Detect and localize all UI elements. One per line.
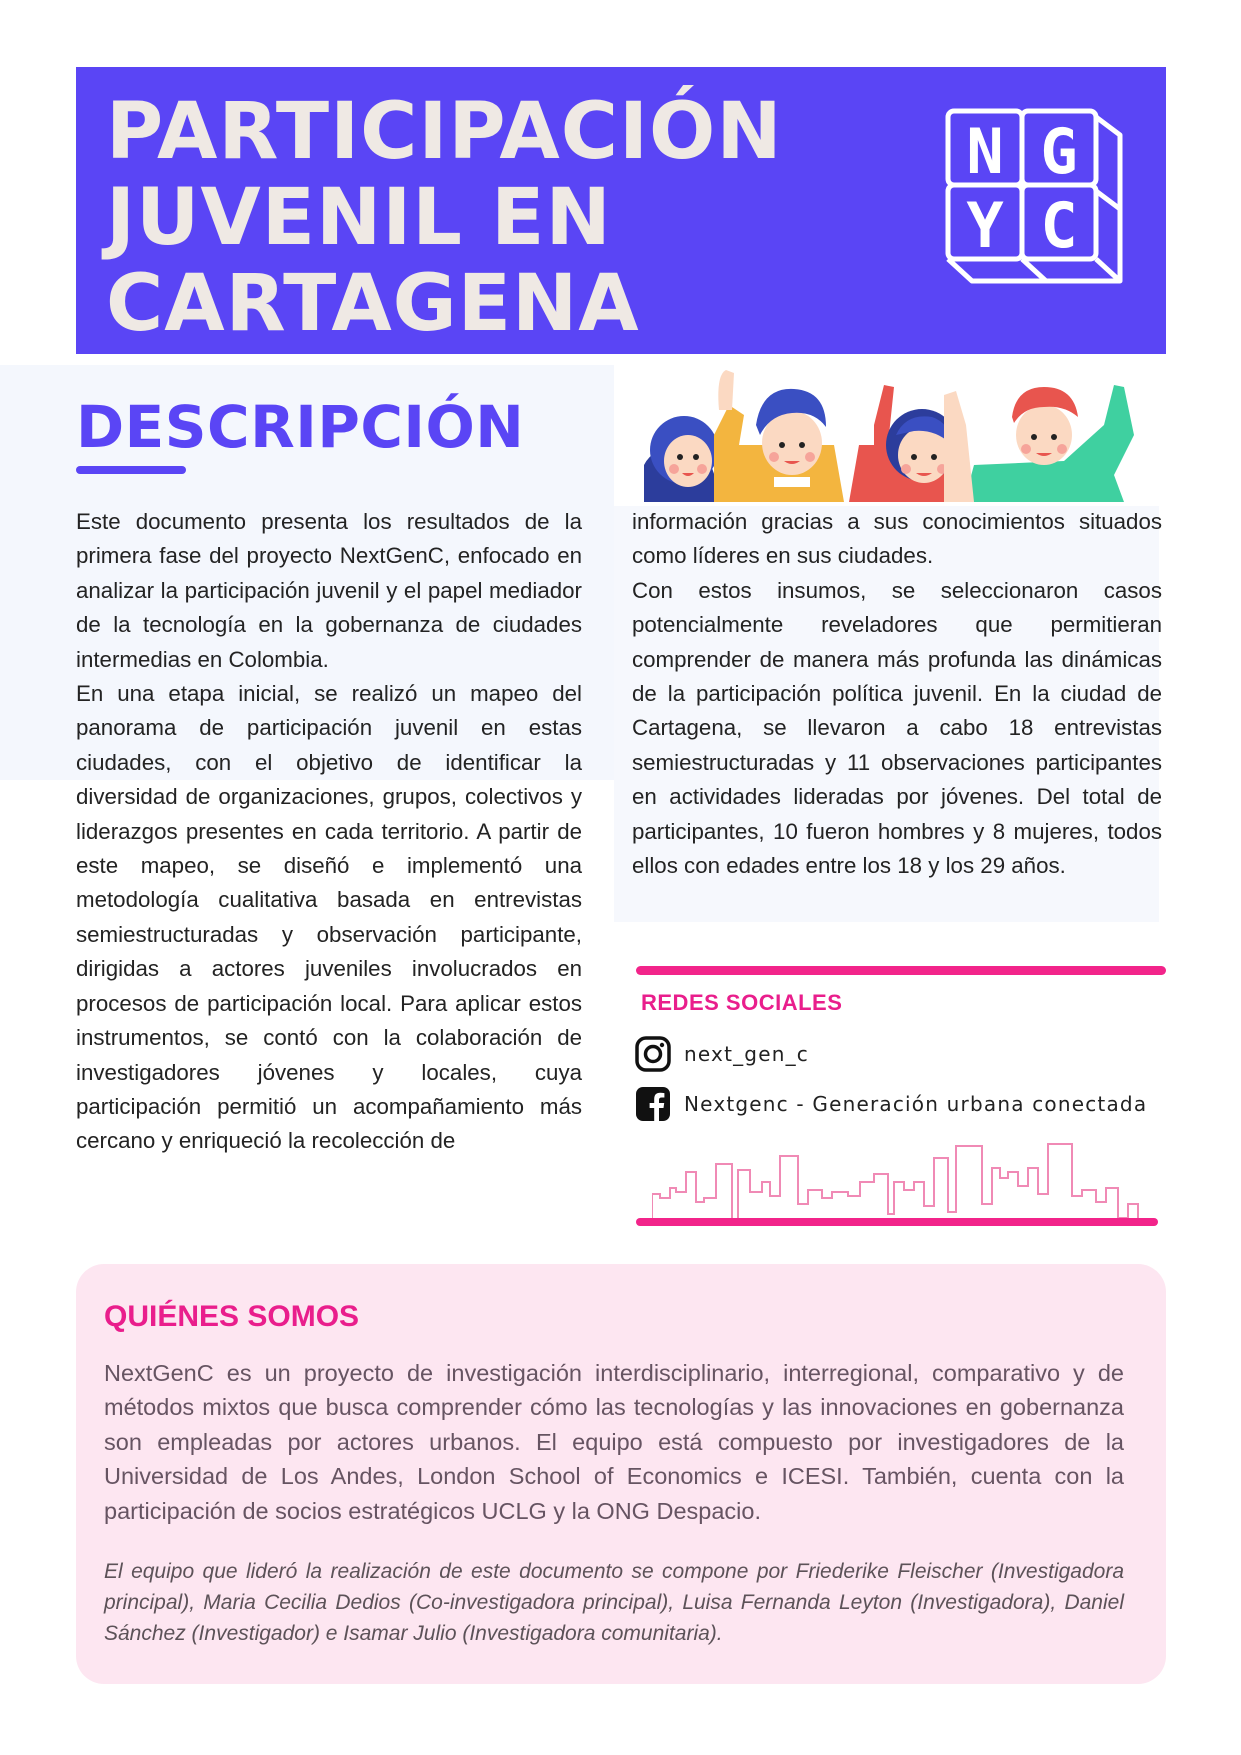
description-paragraph-4: Con estos insumos, se seleccionaron casos potencialmente reveladores que permitieran comprender de manera más profunda las dinámicas de la participación política juvenil. En la ciudad de Cartagena, se llevaron a cabo 18 entrevistas semiestructuradas y 11 observaciones participantes en actividades lideradas por jóvenes. Del total de participantes, 10 fueron hombres y 8 mujeres, todos ellos con edades entre los 18 y los 29 años. xyxy=(632,577,1162,879)
description-right-column xyxy=(632,505,1162,883)
facebook-icon xyxy=(634,1085,672,1123)
youth-illustration xyxy=(644,365,1160,502)
instagram-handle: next_gen_c xyxy=(684,1042,809,1066)
kid-4-figure xyxy=(944,385,1134,502)
description-left-column xyxy=(76,505,582,1159)
instagram-link[interactable] xyxy=(634,1034,809,1074)
logo-letter-g: G xyxy=(1040,115,1078,188)
kid-1-figure xyxy=(644,416,719,502)
about-description: NextGenC es un proyecto de investigación interdisciplinario, interregional, comparativo y de métodos mixtos que busca comprender cómo las tecnologías y las innovaciones en gobernanza son empleadas por actores urbanos. El equipo está compuesto por investigadores de la Universidad de Los Andes, London School of Economics e ICESI. También, cuenta con la participación de socios estratégicos UCLG y la ONG Despacio. xyxy=(104,1360,1124,1524)
logo-letter-c: C xyxy=(1040,189,1078,262)
header-banner xyxy=(76,67,1166,354)
title-line-3: CARTAGENA xyxy=(106,259,640,349)
about-heading: QUIÉNES SOMOS xyxy=(104,1300,360,1333)
nextgenc-logo xyxy=(942,105,1128,285)
instagram-icon xyxy=(634,1035,672,1073)
facebook-page-name: Nextgenc - Generación urbana conectada xyxy=(684,1092,1148,1116)
divider-top xyxy=(636,966,1166,975)
logo-letter-n: N xyxy=(966,115,1004,188)
kid-2-figure xyxy=(714,370,844,502)
title-line-2: JUVENIL EN xyxy=(106,173,612,263)
city-skyline-illustration xyxy=(652,1132,1144,1224)
description-paragraph-3: información gracias a sus conocimientos situados como líderes en sus ciudades. xyxy=(632,509,1162,569)
description-paragraph-1: Este documento presenta los resultados de la primera fase del proyecto NextGenC, enfocado en analizar la participación juvenil y el papel mediador de la tecnología en la gobernanza de ciudades intermedias en Colombia. xyxy=(76,509,582,672)
divider-bottom xyxy=(636,1218,1158,1226)
logo-letter-y: Y xyxy=(966,189,1004,262)
description-paragraph-2: En una etapa inicial, se realizó un mapeo del panorama de participación juvenil en estas ciudades, con el objetivo de identificar la diversidad de organizaciones, grupos, colectivos y liderazgos presentes en cada territorio. A partir de este mapeo, se diseñó e implementó una metodología cualitativa basada en entrevistas semiestructuradas y observación participante, dirigidas a actores juveniles involucrados en procesos de participación local. Para aplicar estos instrumentos, se contó con la colaboración de investigadores jóvenes y locales, cuya participación permitió un acompañamiento más cercano y enriqueció la recolección de xyxy=(76,681,582,1154)
heading-underline xyxy=(76,466,186,474)
section-heading-descripcion: DESCRIPCIÓN xyxy=(76,393,525,461)
about-box xyxy=(76,1264,1166,1684)
title-line-1: PARTICIPACIÓN xyxy=(106,87,783,177)
social-heading: REDES SOCIALES xyxy=(641,990,843,1015)
team-credits: El equipo que lideró la realización de este documento se compone por Friederike Fleischer (Investigadora principal), Maria Cecilia Dedios (Co-investigadora principal), Luisa Fernanda Leyton (Investigadora), Daniel Sánchez (Investigador) e Isamar Julio (Investigadora comunitaria). xyxy=(104,1560,1124,1645)
page-title xyxy=(106,89,783,347)
facebook-link[interactable] xyxy=(634,1084,1147,1124)
